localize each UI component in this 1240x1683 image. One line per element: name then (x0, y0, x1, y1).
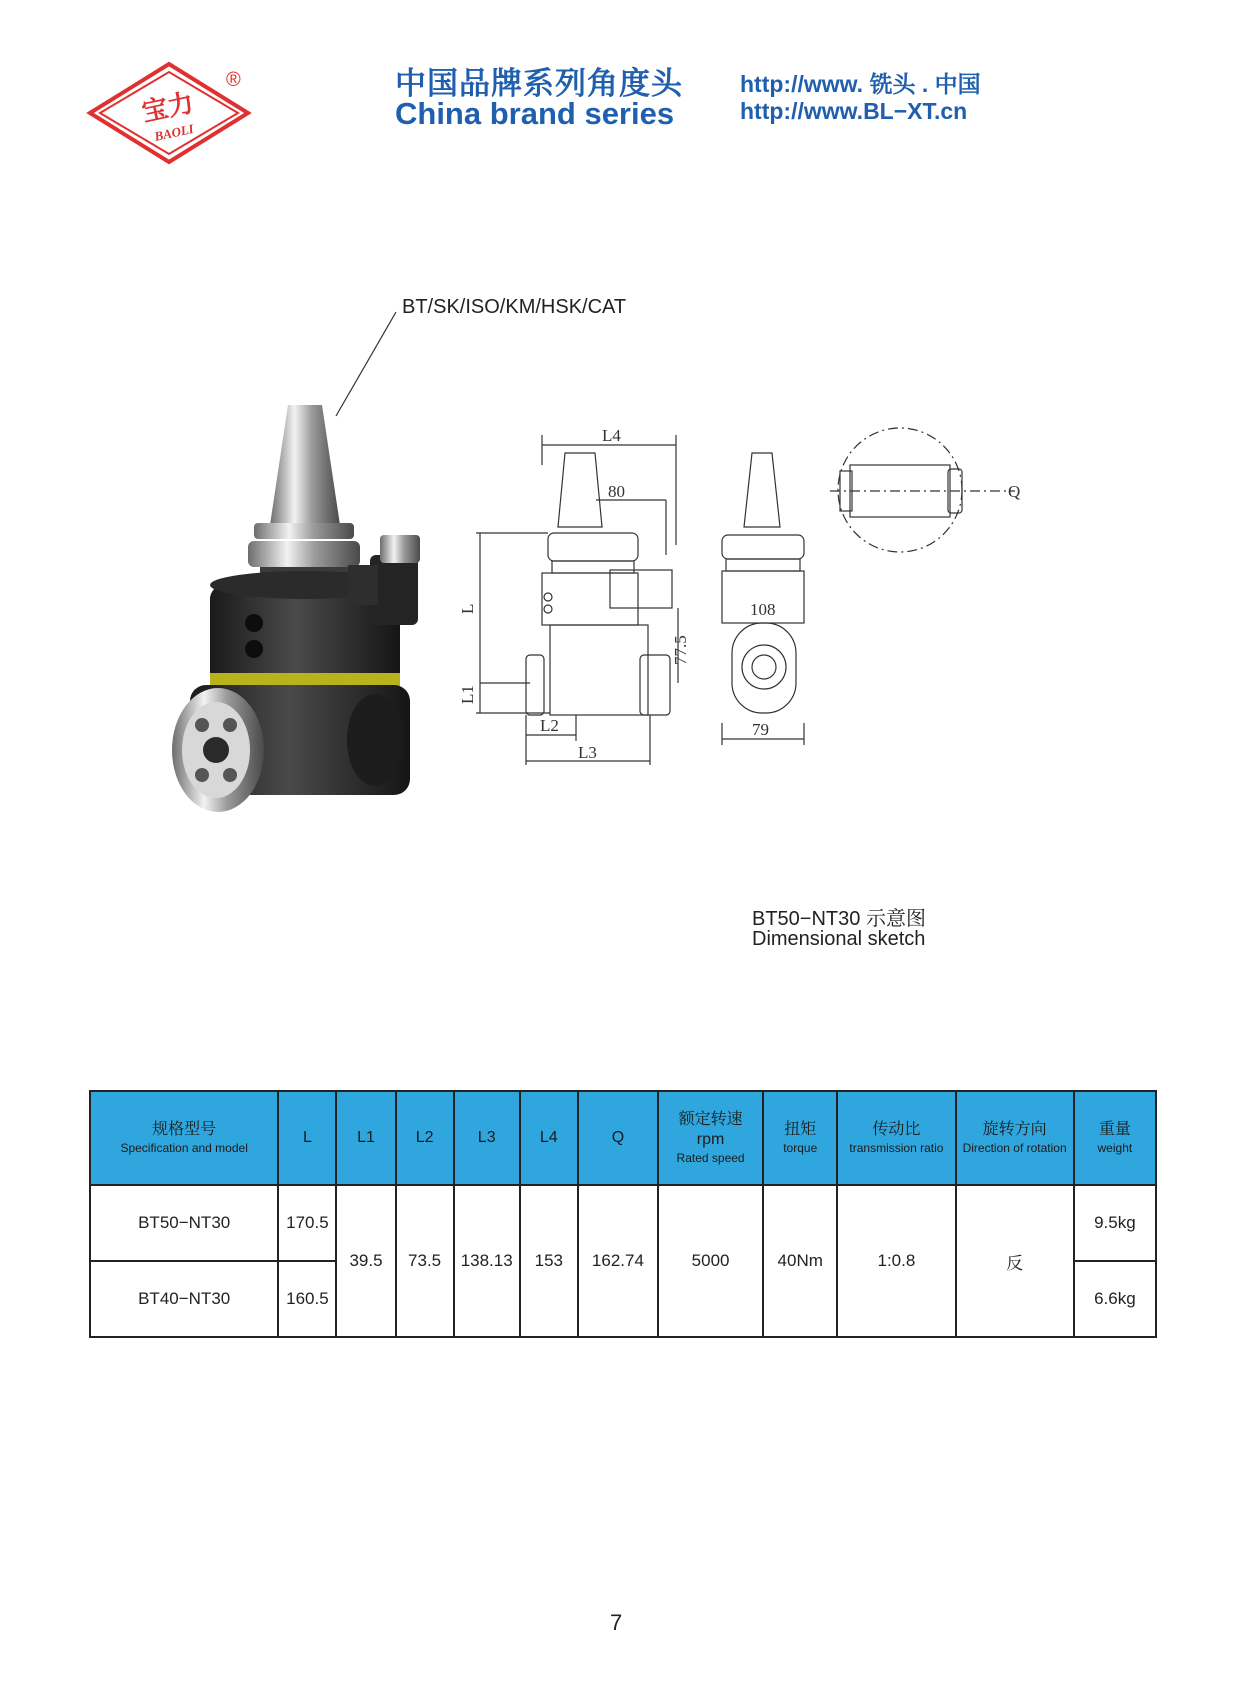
dim-l3: L3 (578, 743, 597, 762)
header-l2: L2 (396, 1091, 454, 1185)
header-q: Q (578, 1091, 658, 1185)
dim-79: 79 (752, 720, 769, 739)
logo-text-cn: 宝力 (139, 88, 197, 128)
header-spec: 规格型号 Specification and model (90, 1091, 278, 1185)
cell-model: BT40−NT30 (90, 1261, 278, 1337)
table-row (90, 1185, 1156, 1261)
dim-l2: L2 (540, 716, 559, 735)
cell-direction: 反 (956, 1185, 1074, 1337)
angle-head-product-photo (170, 395, 460, 865)
dim-l1: L1 (458, 685, 477, 704)
baoli-logo (84, 58, 254, 168)
dimensional-sketch (458, 425, 1110, 835)
website-url-en[interactable]: http://www.BL−XT.cn (740, 98, 968, 124)
cell-q: 162.74 (578, 1185, 658, 1337)
sketch-caption-cn: BT50−NT30 示意图 (752, 908, 926, 930)
cell-model: BT50−NT30 (90, 1185, 278, 1261)
cell-speed: 5000 (658, 1185, 763, 1337)
cell-l1: 39.5 (336, 1185, 395, 1337)
specification-table (89, 1090, 1157, 1338)
header-weight: 重量 weight (1074, 1091, 1156, 1185)
dim-77-5: 77.5 (671, 635, 690, 665)
dim-l: L (458, 603, 477, 614)
header-direction: 旋转方向 Direction of rotation (956, 1091, 1074, 1185)
cell-l3: 138.13 (454, 1185, 520, 1337)
sketch-caption-en: Dimensional sketch (752, 928, 926, 950)
title-cn: 中国品牌系列角度头 (395, 66, 683, 101)
cell-l: 170.5 (278, 1185, 336, 1261)
header-l3: L3 (454, 1091, 520, 1185)
header-rated-speed: 额定转速 rpm Rated speed (658, 1091, 763, 1185)
cell-torque: 40Nm (763, 1185, 837, 1337)
interface-callout: BT/SK/ISO/KM/HSK/CAT (402, 296, 627, 318)
dim-q: Q (1008, 482, 1021, 501)
cell-l4: 153 (520, 1185, 578, 1337)
dim-l4: L4 (602, 426, 621, 445)
dim-108: 108 (750, 600, 776, 619)
cell-ratio: 1:0.8 (837, 1185, 955, 1337)
dim-80: 80 (608, 482, 625, 501)
table-header-row (90, 1091, 1156, 1185)
page-number: 7 (610, 1610, 623, 1635)
header-l4: L4 (520, 1091, 578, 1185)
registered-mark: ® (226, 69, 241, 91)
website-url-cn[interactable]: http://www. 铣头 . 中国 (740, 71, 981, 97)
header-l: L (278, 1091, 336, 1185)
cell-l: 160.5 (278, 1261, 336, 1337)
header-ratio: 传动比 transmission ratio (837, 1091, 955, 1185)
title-en: China brand series (395, 96, 675, 131)
logo-text-en: BAOLI (153, 120, 195, 144)
cell-weight: 9.5kg (1074, 1185, 1156, 1261)
header-torque: 扭矩 torque (763, 1091, 837, 1185)
cell-weight: 6.6kg (1074, 1261, 1156, 1337)
header-l1: L1 (336, 1091, 395, 1185)
cell-l2: 73.5 (396, 1185, 454, 1337)
